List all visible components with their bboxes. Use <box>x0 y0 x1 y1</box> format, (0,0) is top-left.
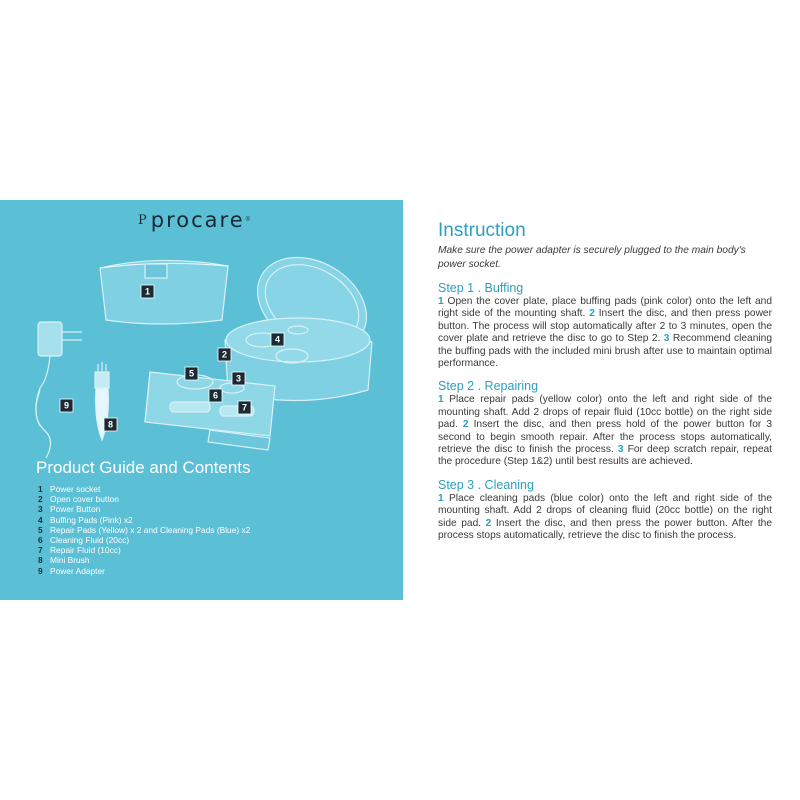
contents-item-label: Open cover button <box>50 494 119 505</box>
power-adapter <box>36 322 82 458</box>
contents-item-label: Repair Pads (Yellow) x 2 and Cleaning Pads (Blue) x2 <box>50 524 251 535</box>
step-text: Place repair pads (yellow color) onto the left and right side of the mounting shaft. Add 2 drops of repair fluid (10cc bottle) on the right side pad. <box>438 394 772 431</box>
contents-item-number: 5 <box>38 524 43 535</box>
step-number: 1 <box>438 296 444 307</box>
contents-item-label: Mini Brush <box>50 555 90 566</box>
product-guide-title: Product Guide and Contents <box>36 458 251 477</box>
step-text: Place cleaning pads (blue color) onto the left and right side of the mounting shaft. Add 2 drops of cleaning fluid (20cc bottle) on the right side pad. <box>438 492 772 529</box>
contents-item-number: 6 <box>38 535 43 546</box>
step-heading: Step 3 . Cleaning <box>438 477 534 492</box>
callout-5 <box>185 367 198 380</box>
contents-item-number: 7 <box>38 545 43 556</box>
step-heading: Step 1 . Buffing <box>438 281 524 295</box>
callout-1 <box>141 285 154 298</box>
callout-9 <box>60 399 73 412</box>
contents-item <box>38 545 250 555</box>
contents-item-label: Power Adapter <box>50 565 105 576</box>
svg-text:3: 3 <box>235 373 242 384</box>
svg-text:2: 2 <box>221 349 228 360</box>
contents-item <box>38 515 250 525</box>
contents-item <box>38 535 250 545</box>
accessory-drawer <box>145 372 275 450</box>
step-text: Open the cover plate, place buffing pads (pink color) onto the left and right side of the mounting shaft. <box>438 296 772 320</box>
step-1 <box>438 281 772 370</box>
contents-item-number: 4 <box>38 514 43 525</box>
callout-6 <box>209 389 222 402</box>
product-illustration <box>0 240 403 460</box>
contents-item-label: Power socket <box>50 484 101 494</box>
contents-item <box>38 504 250 514</box>
instruction-section <box>438 220 772 543</box>
instruction-title: Instruction <box>438 220 526 241</box>
step-2 <box>438 379 772 468</box>
contents-item-label: Power Button <box>50 504 101 515</box>
callout-7 <box>238 401 251 414</box>
svg-text:8: 8 <box>107 419 114 430</box>
contents-list <box>38 484 250 576</box>
step-number: 3 <box>663 333 670 345</box>
step-body <box>438 394 772 468</box>
contents-item-label: Buffing Pads (Pink) x2 <box>50 514 133 525</box>
svg-text:6: 6 <box>212 390 219 401</box>
svg-text:4: 4 <box>274 334 281 345</box>
contents-item-number: 2 <box>38 494 43 505</box>
brand-registered: ® <box>245 217 251 223</box>
step-heading: Step 2 . Repairing <box>438 379 539 394</box>
step-number: 3 <box>617 444 624 456</box>
step-text: Recommend cleaning the buffing pads with the included mini brush after use to maintain optimal performance. <box>438 333 772 370</box>
step-3 <box>438 478 772 543</box>
contents-item-label: Cleaning Fluid (20cc) <box>50 535 130 546</box>
step-number: 2 <box>589 308 595 320</box>
svg-text:1: 1 <box>144 286 151 297</box>
step-number: 2 <box>485 517 492 529</box>
step-text: Insert the disc, and then press power button. The process will stop automatically after 2 to 3 minutes, open the cover plate and retrieve the disc to go to Step 2. <box>438 308 772 345</box>
step-text: Insert the disc, and then press hold of the power button for 3 second to begin smooth repair. After the process stops automatically, retrieve the disc to finish the process. <box>438 419 772 456</box>
svg-text:7: 7 <box>241 402 248 413</box>
contents-item-number: 1 <box>38 484 43 494</box>
step-body <box>438 296 772 370</box>
contents-item <box>38 525 250 535</box>
steps-container <box>438 281 772 543</box>
callout-3 <box>232 372 245 385</box>
brand-mark-icon: P <box>138 212 147 228</box>
main-body-back <box>100 260 228 324</box>
step-text: For deep scratch repair, repeat the procedure (Step 1&2) until best results are achieved. <box>438 444 772 468</box>
svg-text:9: 9 <box>63 400 70 411</box>
step-number: 2 <box>462 419 469 431</box>
contents-item <box>38 484 250 494</box>
contents-item <box>38 494 250 504</box>
contents-item <box>38 555 250 565</box>
step-body <box>438 493 772 543</box>
step-number: 1 <box>438 394 444 406</box>
brand-name: procare <box>150 208 245 232</box>
step-text: Insert the disc, and then press the power button. After the process stops automatically, retrieve the disc to finish the process. <box>438 517 772 542</box>
step-number: 1 <box>438 492 444 504</box>
contents-item-number: 9 <box>38 565 43 576</box>
callout-2 <box>218 348 231 361</box>
callout-4 <box>271 333 284 346</box>
callout-8 <box>104 418 117 431</box>
instruction-subtitle: Make sure the power adapter is securely plugged to the main body's power socket. <box>438 245 746 270</box>
contents-item-label: Repair Fluid (10cc) <box>50 545 121 556</box>
contents-item <box>38 566 250 576</box>
contents-item-number: 8 <box>38 555 43 566</box>
svg-text:5: 5 <box>188 368 195 379</box>
contents-item-number: 3 <box>38 504 43 515</box>
brand-logo <box>138 208 250 232</box>
